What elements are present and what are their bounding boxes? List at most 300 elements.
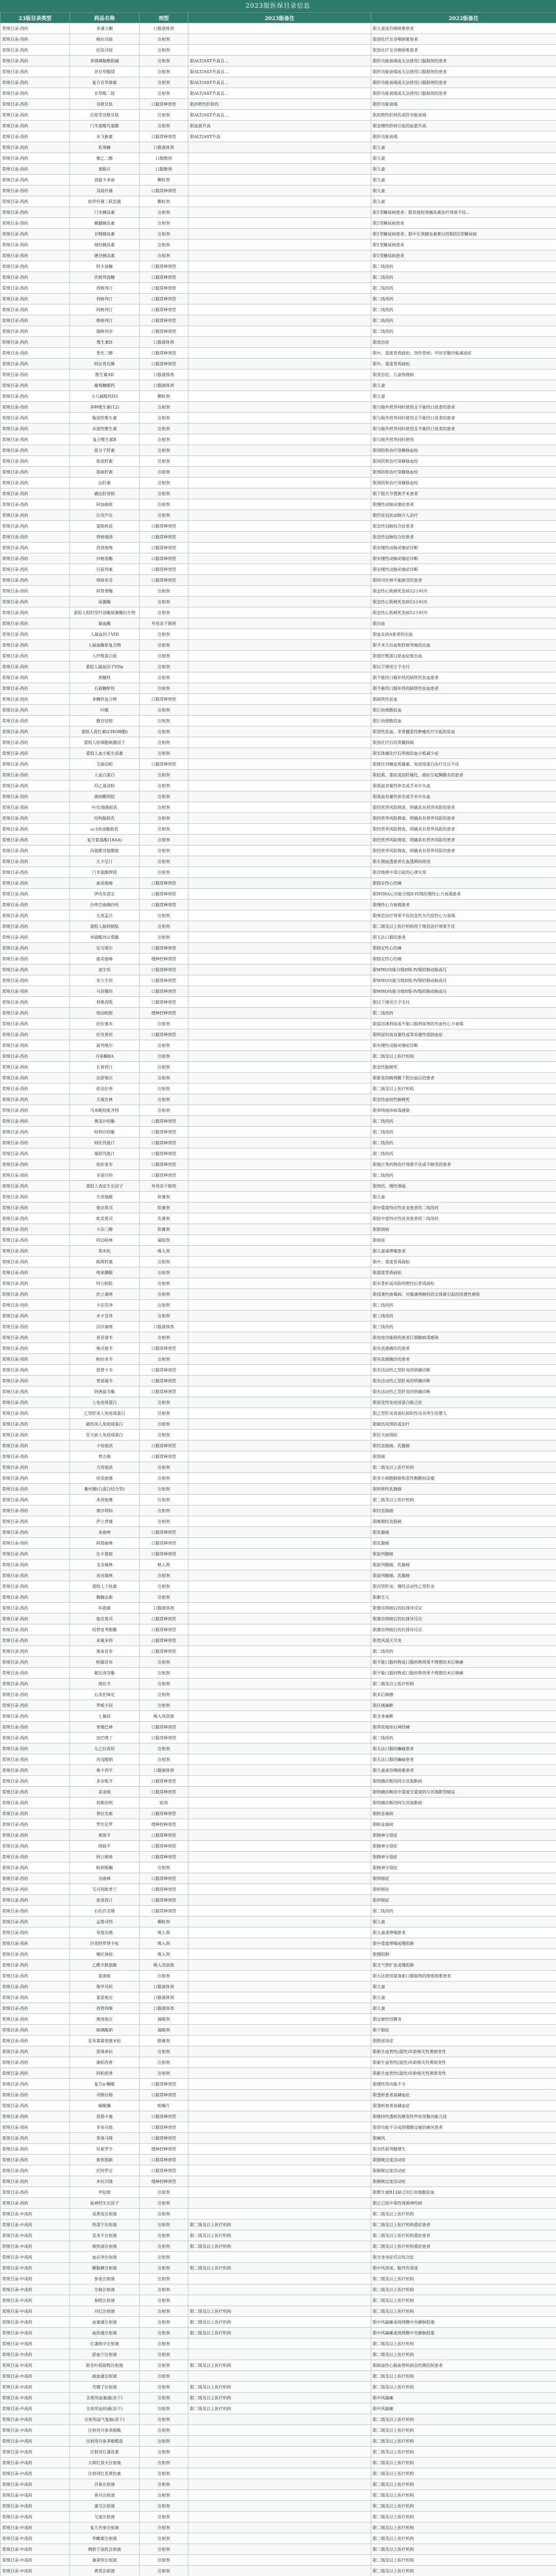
cell-drug-name[interactable]: 蔗糖铁 bbox=[70, 672, 140, 683]
cell-2023-note[interactable] bbox=[188, 986, 371, 997]
cell-2022-note[interactable]: 限有骨折高风险的绝经后骨质疏松 bbox=[371, 1278, 556, 1289]
cell-2023-note[interactable] bbox=[188, 1873, 371, 1884]
cell-2022-note[interactable]: 限二线用药 bbox=[371, 315, 556, 326]
cell-2022-note[interactable]: 限肝功能衰竭或无法使用口服制剂的患者 bbox=[371, 77, 556, 88]
cell-2022-note[interactable]: 限全身麻醉 bbox=[371, 1711, 556, 1722]
cell-type[interactable]: 常规目录-西药 bbox=[1, 2003, 70, 2014]
cell-2022-note[interactable]: 限儿童或哮喘患者 bbox=[371, 1246, 556, 1257]
cell-2022-note[interactable]: 限WHO功能分级II级-IV级的肺动脉高压 bbox=[371, 964, 556, 975]
cell-2022-note[interactable]: 限中风偏瘫或视网膜中央静脉阻塞 bbox=[371, 2317, 556, 2328]
cell-2022-note[interactable]: 限不能经口服补铁的缺铁性贫血患者 bbox=[371, 683, 556, 694]
cell-dosage-form[interactable]: 口服常释剂型 bbox=[140, 900, 188, 910]
cell-type[interactable]: 常规目录-西药 bbox=[1, 1289, 70, 1300]
cell-2022-note[interactable]: 限肾性贫血、非骨髓恶性肿瘤化疗引起的贫血 bbox=[371, 726, 556, 737]
cell-drug-name[interactable]: 西格列汀 bbox=[70, 283, 140, 294]
cell-drug-name[interactable]: 贝前列素 bbox=[70, 564, 140, 575]
cell-2022-note[interactable]: 限原发性免疫球蛋白缺乏症 bbox=[371, 1397, 556, 1408]
cell-drug-name[interactable]: 左卡尼汀 bbox=[70, 856, 140, 867]
cell-dosage-form[interactable]: 口服常释剂型 bbox=[140, 283, 188, 294]
cell-2023-note[interactable] bbox=[188, 1852, 371, 1862]
cell-dosage-form[interactable]: 注射剂 bbox=[140, 2230, 188, 2241]
cell-drug-name[interactable]: 马昔腾坦 bbox=[70, 986, 140, 997]
cell-2023-note[interactable] bbox=[188, 1289, 371, 1300]
cell-dosage-form[interactable]: 软膏剂 bbox=[140, 1224, 188, 1235]
cell-type[interactable]: 常规目录-西药 bbox=[1, 1624, 70, 1635]
cell-type[interactable]: 常规目录-西药 bbox=[1, 2079, 70, 2090]
cell-type[interactable]: 常规目录-西药 bbox=[1, 1906, 70, 1917]
cell-dosage-form[interactable]: 吸入用溶液 bbox=[140, 1711, 188, 1722]
cell-drug-name[interactable]: 奥美沙坦酯 bbox=[70, 1116, 140, 1127]
cell-drug-name[interactable]: 华蟾素注射液 bbox=[70, 2533, 140, 2544]
cell-2022-note[interactable]: 限二级及以上医疗机构用于规范治疗效果不佳 bbox=[371, 921, 556, 932]
cell-2023-note[interactable] bbox=[188, 791, 371, 802]
cell-dosage-form[interactable]: 注射剂 bbox=[140, 499, 188, 510]
cell-dosage-form[interactable]: 缓释控释剂型 bbox=[140, 1008, 188, 1019]
cell-dosage-form[interactable]: 注射剂 bbox=[140, 2360, 188, 2371]
cell-2022-note[interactable]: 限有活动性乙型肝炎的明确诊断 bbox=[371, 1376, 556, 1386]
cell-drug-name[interactable]: 托伐普坦 bbox=[70, 1029, 140, 1040]
cell-dosage-form[interactable]: 注射剂 bbox=[140, 910, 188, 921]
cell-2022-note[interactable]: 限新生血管性(湿性)年龄相关性黄斑变性 bbox=[371, 2068, 556, 2079]
cell-2022-note[interactable]: 限明确诊断的阿尔茨海默病 bbox=[371, 1798, 556, 1808]
cell-type[interactable]: 常规目录-西药 bbox=[1, 207, 70, 218]
cell-2023-note[interactable] bbox=[188, 532, 371, 543]
cell-drug-name[interactable]: 前列地尔 bbox=[70, 1040, 140, 1051]
cell-2022-note[interactable]: 限二级及以上医疗机构 bbox=[371, 2371, 556, 2382]
cell-type[interactable]: 常规目录-西药 bbox=[1, 856, 70, 867]
cell-type[interactable]: 常规目录-中成药 bbox=[1, 2317, 70, 2328]
cell-drug-name[interactable]: 阿格列汀 bbox=[70, 304, 140, 315]
cell-type[interactable]: 常规目录-西药 bbox=[1, 1083, 70, 1094]
cell-2023-note[interactable]: 限ALT/AST升高且... bbox=[188, 77, 371, 88]
cell-2023-note[interactable] bbox=[188, 2479, 371, 2490]
cell-drug-name[interactable]: 阿那曲唑 bbox=[70, 1538, 140, 1549]
cell-drug-name[interactable]: 葡萄糖酸钙 bbox=[70, 380, 140, 391]
cell-drug-name[interactable]: 伊伐布雷定 bbox=[70, 889, 140, 900]
cell-2023-note[interactable] bbox=[188, 683, 371, 694]
cell-2022-note[interactable]: 限二线用药 bbox=[371, 304, 556, 315]
cell-2023-note[interactable] bbox=[188, 250, 371, 261]
cell-2023-note[interactable] bbox=[188, 2133, 371, 2144]
cell-2023-note[interactable] bbox=[188, 1451, 371, 1462]
cell-drug-name[interactable]: 狂犬病人免疫球蛋白 bbox=[70, 1430, 140, 1440]
cell-type[interactable]: 常规目录-西药 bbox=[1, 532, 70, 543]
cell-2023-note[interactable] bbox=[188, 456, 371, 467]
cell-dosage-form[interactable]: 注射剂 bbox=[140, 1408, 188, 1419]
cell-2022-note[interactable]: 限肝功能衰竭或无法使用口服制剂的患者 bbox=[371, 66, 556, 77]
cell-2023-note[interactable] bbox=[188, 272, 371, 283]
cell-dosage-form[interactable]: 吸入剂 bbox=[140, 1949, 188, 1960]
cell-2023-note[interactable]: 限ALT/AST升高 bbox=[188, 131, 371, 142]
cell-type[interactable]: 常规目录-西药 bbox=[1, 1386, 70, 1397]
cell-type[interactable]: 常规目录-西药 bbox=[1, 261, 70, 272]
cell-type[interactable]: 常规目录-西药 bbox=[1, 694, 70, 705]
cell-drug-name[interactable]: 恩替卡韦 bbox=[70, 1365, 140, 1376]
cell-type[interactable]: 常规目录-西药 bbox=[1, 1505, 70, 1516]
cell-2022-note[interactable]: 限明确诊断的中重度至重度阿尔茨海默型痴呆 bbox=[371, 1787, 556, 1798]
cell-dosage-form[interactable]: 注射剂 bbox=[140, 402, 188, 413]
cell-2022-note[interactable]: 限二级及以上医疗机构 bbox=[371, 2544, 556, 2555]
cell-drug-name[interactable]: 苦碟子注射液 bbox=[70, 2382, 140, 2393]
cell-drug-name[interactable]: 奥沙利铂 bbox=[70, 1505, 140, 1516]
cell-drug-name[interactable]: 多种维生素(12) bbox=[70, 402, 140, 413]
cell-2022-note[interactable]: 限膀胱过度活动症 bbox=[371, 2155, 556, 2165]
cell-type[interactable]: 常规目录-西药 bbox=[1, 1040, 70, 1051]
cell-2023-note[interactable]: 限二级及以上医疗机构 bbox=[188, 2403, 371, 2414]
cell-drug-name[interactable]: 喜炎平注射液 bbox=[70, 2230, 140, 2241]
cell-2022-note[interactable]: 限以下情况方予支付 bbox=[371, 997, 556, 1008]
cell-2022-note[interactable]: 限二线用药 bbox=[371, 1008, 556, 1019]
cell-2022-note[interactable]: 限急性冠脉综合征患者 bbox=[371, 532, 556, 543]
cell-type[interactable]: 常规目录-西药 bbox=[1, 1267, 70, 1278]
cell-2023-note[interactable] bbox=[188, 651, 371, 662]
cell-2022-note[interactable]: 限预防和治疗深静脉血栓 bbox=[371, 467, 556, 478]
cell-2022-note[interactable]: 限肾功能不全或别嘌醇过敏的痛风患者 bbox=[371, 2122, 556, 2133]
cell-2022-note[interactable]: 限狂犬病预防 bbox=[371, 1430, 556, 1440]
cell-type[interactable]: 常规目录-西药 bbox=[1, 781, 70, 791]
cell-drug-name[interactable]: 单硝酸异山梨酯 bbox=[70, 932, 140, 943]
cell-dosage-form[interactable]: 口服常释剂型 bbox=[140, 1527, 188, 1538]
cell-2023-note[interactable] bbox=[188, 716, 371, 726]
cell-2023-note[interactable] bbox=[188, 478, 371, 488]
cell-dosage-form[interactable]: 口服常释剂型 bbox=[140, 1148, 188, 1159]
cell-drug-name[interactable]: 沙格雷酯 bbox=[70, 553, 140, 564]
cell-2023-note[interactable] bbox=[188, 1430, 371, 1440]
cell-dosage-form[interactable]: 口服常释剂型 bbox=[140, 2165, 188, 2176]
cell-type[interactable]: 常规目录-西药 bbox=[1, 716, 70, 726]
cell-type[interactable]: 常规目录-西药 bbox=[1, 943, 70, 954]
cell-2023-note[interactable] bbox=[188, 2090, 371, 2100]
cell-dosage-form[interactable]: 口服常释剂型 bbox=[140, 1029, 188, 1040]
cell-2023-note[interactable] bbox=[188, 586, 371, 597]
cell-dosage-form[interactable]: 注射剂 bbox=[140, 726, 188, 737]
cell-dosage-form[interactable]: 注射剂 bbox=[140, 2501, 188, 2512]
cell-drug-name[interactable]: 比卡鲁胺 bbox=[70, 1549, 140, 1560]
cell-dosage-form[interactable]: 口服常释剂型 bbox=[140, 272, 188, 283]
cell-type[interactable]: 常规目录-西药 bbox=[1, 824, 70, 835]
cell-drug-name[interactable]: 腺苷钴胺 bbox=[70, 716, 140, 726]
cell-2023-note[interactable] bbox=[188, 1062, 371, 1073]
cell-2023-note[interactable] bbox=[188, 337, 371, 348]
cell-dosage-form[interactable]: 注射剂 bbox=[140, 2522, 188, 2533]
cell-drug-name[interactable]: 苯溴马隆 bbox=[70, 2133, 140, 2144]
cell-drug-name[interactable]: 吡美莫司 bbox=[70, 1213, 140, 1224]
cell-dosage-form[interactable]: 口服常释剂型 bbox=[140, 315, 188, 326]
cell-type[interactable]: 常规目录-西药 bbox=[1, 121, 70, 131]
cell-dosage-form[interactable]: 口服常释剂型 bbox=[140, 131, 188, 142]
cell-dosage-form[interactable]: 口服常释剂型 bbox=[140, 1376, 188, 1386]
cell-drug-name[interactable]: 参麦注射液 bbox=[70, 2274, 140, 2284]
cell-dosage-form[interactable]: 注射剂 bbox=[140, 413, 188, 423]
cell-2023-note[interactable] bbox=[188, 1917, 371, 1927]
cell-type[interactable]: 常规目录-中成药 bbox=[1, 2371, 70, 2382]
cell-drug-name[interactable]: 乳果糖 bbox=[70, 142, 140, 153]
cell-type[interactable]: 常规目录-西药 bbox=[1, 467, 70, 478]
cell-2022-note[interactable]: 限二线用药 bbox=[371, 1170, 556, 1181]
cell-type[interactable]: 常规目录-西药 bbox=[1, 1376, 70, 1386]
cell-2022-note[interactable]: 限新发的蛛网膜下腔出血后的患者 bbox=[371, 1073, 556, 1083]
cell-2022-note[interactable]: 限无法口服的患者 bbox=[371, 932, 556, 943]
cell-2023-note[interactable] bbox=[188, 423, 371, 434]
cell-drug-name[interactable]: 奥氮平 bbox=[70, 1830, 140, 1841]
cell-2022-note[interactable]: 限二级及以上医疗机构 bbox=[371, 2436, 556, 2447]
cell-2022-note[interactable]: 限洋地黄中毒引起的心律失常 bbox=[371, 867, 556, 878]
cell-drug-name[interactable]: 注射用丹参多酚酸 bbox=[70, 2425, 140, 2436]
cell-2022-note[interactable]: 限儿童 bbox=[371, 153, 556, 164]
cell-2022-note[interactable]: 限放化疗且吞咽困难患者 bbox=[371, 45, 556, 56]
cell-dosage-form[interactable]: 注射剂 bbox=[140, 445, 188, 456]
cell-2023-note[interactable] bbox=[188, 2544, 371, 2555]
cell-type[interactable]: 常规目录-西药 bbox=[1, 413, 70, 423]
cell-2022-note[interactable]: 限二级及以上医疗机构 bbox=[371, 2274, 556, 2284]
cell-2022-note[interactable]: 限乳腺癌 bbox=[371, 1527, 556, 1538]
cell-dosage-form[interactable]: 注射剂 bbox=[140, 813, 188, 824]
cell-dosage-form[interactable]: 注射剂 bbox=[140, 672, 188, 683]
cell-2022-note[interactable]: 限儿童或哮喘患者 bbox=[371, 1927, 556, 1938]
cell-2023-note[interactable] bbox=[188, 737, 371, 748]
cell-drug-name[interactable]: 右佐匹克隆 bbox=[70, 1906, 140, 1917]
cell-dosage-form[interactable]: 口服常释剂型 bbox=[140, 694, 188, 705]
cell-2023-note[interactable] bbox=[188, 1819, 371, 1830]
cell-2023-note[interactable] bbox=[188, 618, 371, 629]
cell-2023-note[interactable] bbox=[188, 1138, 371, 1148]
cell-type[interactable]: 常规目录-西药 bbox=[1, 1257, 70, 1267]
cell-2023-note[interactable] bbox=[188, 1181, 371, 1192]
cell-drug-name[interactable]: 替诺福韦 bbox=[70, 1376, 140, 1386]
cell-type[interactable]: 常规目录-中成药 bbox=[1, 2295, 70, 2306]
cell-drug-name[interactable]: 甘精胰岛素 bbox=[70, 229, 140, 240]
cell-drug-name[interactable]: 复方苦参注射液 bbox=[70, 2522, 140, 2533]
cell-dosage-form[interactable]: 注射剂 bbox=[140, 1700, 188, 1711]
cell-dosage-form[interactable]: 颗粒剂 bbox=[140, 196, 188, 207]
cell-drug-name[interactable]: 格拉司琼 bbox=[70, 34, 140, 45]
cell-dosage-form[interactable]: 注射剂 bbox=[140, 1430, 188, 1440]
cell-dosage-form[interactable]: 注射剂 bbox=[140, 423, 188, 434]
cell-2023-note[interactable] bbox=[188, 348, 371, 359]
cell-2022-note[interactable]: 限痛风 bbox=[371, 2133, 556, 2144]
cell-type[interactable]: 常规目录-西药 bbox=[1, 99, 70, 110]
cell-2022-note[interactable]: 限二级及以上医疗机构 bbox=[371, 2490, 556, 2501]
cell-drug-name[interactable]: 帕瑞昔布 bbox=[70, 1657, 140, 1668]
cell-2022-note[interactable]: 限儿童 bbox=[371, 185, 556, 196]
cell-drug-name[interactable]: 喹硫平 bbox=[70, 1841, 140, 1852]
cell-2022-note[interactable]: 限儿童 bbox=[371, 2003, 556, 2014]
cell-2022-note[interactable]: 限透析患者高磷血症 bbox=[371, 2100, 556, 2111]
cell-dosage-form[interactable]: 口服常释剂型 bbox=[140, 1538, 188, 1549]
cell-2023-note[interactable] bbox=[188, 2100, 371, 2111]
cell-dosage-form[interactable]: 口服常释剂型 bbox=[140, 1646, 188, 1657]
cell-2023-note[interactable]: 限二级及以上医疗机构 bbox=[188, 2360, 371, 2371]
cell-2023-note[interactable] bbox=[188, 705, 371, 716]
cell-dosage-form[interactable]: 口服常释剂型 bbox=[140, 1906, 188, 1917]
cell-type[interactable]: 常规目录-西药 bbox=[1, 770, 70, 781]
cell-2022-note[interactable]: 限结直肠癌、乳腺癌 bbox=[371, 1440, 556, 1451]
cell-drug-name[interactable]: 重组人组织型纤溶酶原激酶衍生物 bbox=[70, 607, 140, 618]
cell-type[interactable]: 常规目录-中成药 bbox=[1, 2393, 70, 2403]
cell-dosage-form[interactable]: 注射剂 bbox=[140, 791, 188, 802]
cell-2022-note[interactable]: 限新生血管性(湿性)年龄相关性黄斑变性 bbox=[371, 2057, 556, 2068]
cell-2023-note[interactable]: 限ALT/AST升高且... bbox=[188, 56, 371, 66]
cell-drug-name[interactable]: 波生坦 bbox=[70, 964, 140, 975]
cell-2022-note[interactable]: 限三线用药 bbox=[371, 1311, 556, 1321]
cell-type[interactable]: 常规目录-西药 bbox=[1, 683, 70, 694]
cell-dosage-form[interactable]: 口服常释剂型 bbox=[140, 943, 188, 954]
cell-drug-name[interactable]: 普拉克索 bbox=[70, 1808, 140, 1819]
cell-dosage-form[interactable]: 注射剂 bbox=[140, 1657, 188, 1668]
cell-type[interactable]: 常规目录-西药 bbox=[1, 1300, 70, 1311]
cell-drug-name[interactable]: 阿替普酶 bbox=[70, 586, 140, 597]
cell-dosage-form[interactable]: 口服液体剂 bbox=[140, 337, 188, 348]
cell-dosage-form[interactable]: 注射剂 bbox=[140, 835, 188, 845]
cell-2022-note[interactable]: 限前列腺癌、乳腺癌 bbox=[371, 1570, 556, 1581]
cell-2022-note[interactable]: 限手术大出血和肝病导致的出血 bbox=[371, 640, 556, 651]
cell-dosage-form[interactable]: 注射剂 bbox=[140, 2187, 188, 2198]
cell-2022-note[interactable]: 限二级及以上医疗机构 bbox=[371, 1462, 556, 1473]
cell-drug-name[interactable]: 血栓通注射液 bbox=[70, 2328, 140, 2338]
cell-drug-name[interactable]: 丹红注射液 bbox=[70, 2306, 140, 2317]
cell-type[interactable]: 常规目录-西药 bbox=[1, 1938, 70, 1949]
cell-drug-name[interactable]: 低分子肝素 bbox=[70, 445, 140, 456]
cell-drug-name[interactable]: 培美曲塞 bbox=[70, 1473, 140, 1484]
cell-dosage-form[interactable]: 口服常释剂型 bbox=[140, 1440, 188, 1451]
cell-type[interactable]: 常规目录-西药 bbox=[1, 1830, 70, 1841]
cell-drug-name[interactable]: 阿达帕林 bbox=[70, 1235, 140, 1246]
cell-2022-note[interactable]: 限有流感确诊的患者 bbox=[371, 1354, 556, 1365]
cell-2023-note[interactable] bbox=[188, 2209, 371, 2219]
cell-type[interactable]: 常规目录-西药 bbox=[1, 2198, 70, 2209]
cell-dosage-form[interactable]: 注射剂 bbox=[140, 1679, 188, 1689]
cell-2023-note[interactable] bbox=[188, 1776, 371, 1787]
cell-2023-note[interactable] bbox=[188, 240, 371, 250]
cell-2023-note[interactable]: 限二级及以上医疗机构 bbox=[188, 2230, 371, 2241]
cell-2022-note[interactable]: 限明确诊断的阿尔茨海默病 bbox=[371, 1776, 556, 1787]
cell-type[interactable]: 常规目录-中成药 bbox=[1, 2555, 70, 2566]
cell-drug-name[interactable]: 重组人脑利钠肽 bbox=[70, 921, 140, 932]
cell-type[interactable]: 常规目录-西药 bbox=[1, 932, 70, 943]
cell-2022-note[interactable]: 限二线用药 bbox=[371, 326, 556, 337]
cell-drug-name[interactable]: 环孢素 bbox=[70, 1603, 140, 1614]
cell-dosage-form[interactable]: 注射剂 bbox=[140, 662, 188, 672]
cell-2023-note[interactable] bbox=[188, 1354, 371, 1365]
cell-dosage-form[interactable]: 口服常释剂型 bbox=[140, 2111, 188, 2122]
cell-2022-note[interactable]: 限二线用药 bbox=[371, 294, 556, 304]
cell-2022-note[interactable]: 限肝功能衰竭 bbox=[371, 99, 556, 110]
cell-drug-name[interactable]: 参附注射液 bbox=[70, 2295, 140, 2306]
cell-drug-name[interactable]: 亮丙瑞林 bbox=[70, 1570, 140, 1581]
cell-2022-note[interactable]: 限透析患者高磷血症 bbox=[371, 2090, 556, 2100]
cell-drug-name[interactable]: 鲑降钙素 bbox=[70, 1257, 140, 1267]
cell-type[interactable]: 常规目录-中成药 bbox=[1, 2252, 70, 2263]
cell-type[interactable]: 常规目录-西药 bbox=[1, 369, 70, 380]
cell-drug-name[interactable]: 门冬氨酸钾镁 bbox=[70, 867, 140, 878]
cell-2022-note[interactable]: 限儿童 bbox=[371, 1192, 556, 1202]
cell-2023-note[interactable] bbox=[188, 153, 371, 164]
cell-2022-note[interactable]: 限抑郁症 bbox=[371, 1873, 556, 1884]
cell-drug-name[interactable]: 索利那新 bbox=[70, 2155, 140, 2165]
cell-2023-note[interactable] bbox=[188, 1527, 371, 1538]
cell-2022-note[interactable]: 限二级及以上医疗机构 bbox=[371, 2338, 556, 2349]
cell-type[interactable]: 常规目录-西药 bbox=[1, 1538, 70, 1549]
cell-type[interactable]: 常规目录-西药 bbox=[1, 597, 70, 607]
cell-drug-name[interactable]: 康柏西普 bbox=[70, 2057, 140, 2068]
cell-type[interactable]: 常规目录-西药 bbox=[1, 2133, 70, 2144]
cell-dosage-form[interactable]: 注射剂 bbox=[140, 2349, 188, 2360]
cell-2023-note[interactable] bbox=[188, 34, 371, 45]
cell-2022-note[interactable]: 限出血 bbox=[371, 618, 556, 629]
cell-type[interactable]: 常规目录-西药 bbox=[1, 1992, 70, 2003]
cell-dosage-form[interactable]: 口服常释剂型 bbox=[140, 1733, 188, 1743]
cell-2023-note[interactable] bbox=[188, 1722, 371, 1733]
cell-dosage-form[interactable]: 注射剂 bbox=[140, 1689, 188, 1700]
cell-2022-note[interactable]: 限慢性肾功能不全 bbox=[371, 2079, 556, 2090]
cell-dosage-form[interactable]: 颗粒剂 bbox=[140, 391, 188, 402]
cell-type[interactable]: 常规目录-西药 bbox=[1, 2144, 70, 2155]
cell-2022-note[interactable]: 限维持性透析的继发性甲状旁腺功能亢进 bbox=[371, 2111, 556, 2122]
cell-type[interactable]: 常规目录-西药 bbox=[1, 1884, 70, 1895]
cell-drug-name[interactable]: 人凝血酶原复合物 bbox=[70, 640, 140, 651]
cell-2023-note[interactable] bbox=[188, 1646, 371, 1657]
cell-dosage-form[interactable]: 外用冻干制剂 bbox=[140, 618, 188, 629]
cell-type[interactable]: 常规目录-中成药 bbox=[1, 2209, 70, 2219]
cell-2022-note[interactable]: 限经皮冠状动脉介入治疗 bbox=[371, 510, 556, 521]
cell-2023-note[interactable] bbox=[188, 488, 371, 499]
cell-type[interactable]: 常规目录-中成药 bbox=[1, 2522, 70, 2533]
cell-type[interactable]: 常规目录-西药 bbox=[1, 1549, 70, 1560]
cell-dosage-form[interactable]: 注射剂 bbox=[140, 716, 188, 726]
cell-2022-note[interactable]: 限WHO功能分级II级-IV级的肺动脉高压 bbox=[371, 986, 556, 997]
cell-2022-note[interactable]: 限无法口服的癫痫患者 bbox=[371, 1754, 556, 1765]
cell-dosage-form[interactable]: 注射剂 bbox=[140, 2533, 188, 2544]
cell-2022-note[interactable]: 限二级及以上医疗机构 bbox=[371, 1083, 556, 1094]
cell-2023-note[interactable]: 限二级及以上医疗机构 bbox=[188, 2306, 371, 2317]
cell-type[interactable]: 常规目录-西药 bbox=[1, 66, 70, 77]
cell-type[interactable]: 常规目录-西药 bbox=[1, 1116, 70, 1127]
cell-type[interactable]: 常规目录-西药 bbox=[1, 1668, 70, 1679]
cell-2022-note[interactable]: 限中风偏瘫 bbox=[371, 2393, 556, 2403]
cell-dosage-form[interactable]: 口服常释剂型 bbox=[140, 521, 188, 532]
cell-drug-name[interactable]: 非诺贝特 bbox=[70, 1170, 140, 1181]
cell-type[interactable]: 常规目录-中成药 bbox=[1, 2230, 70, 2241]
cell-2022-note[interactable]: 限二级及以上医疗机构 bbox=[371, 2284, 556, 2295]
cell-drug-name[interactable]: 门冬氨酸鸟氨酸 bbox=[70, 121, 140, 131]
cell-type[interactable]: 常规目录-西药 bbox=[1, 510, 70, 521]
cell-2022-note[interactable]: 限前列腺癌、乳腺癌 bbox=[371, 1560, 556, 1570]
cell-2022-note[interactable]: 限器官移植后的抗排异反应 bbox=[371, 1624, 556, 1635]
cell-2023-note[interactable]: 限二级及以上医疗机构 bbox=[188, 2382, 371, 2393]
cell-type[interactable]: 常规目录-西药 bbox=[1, 1343, 70, 1354]
cell-dosage-form[interactable]: 注射剂 bbox=[140, 2338, 188, 2349]
cell-type[interactable]: 常规目录-西药 bbox=[1, 283, 70, 294]
cell-2023-note[interactable] bbox=[188, 672, 371, 683]
cell-type[interactable]: 常规目录-西药 bbox=[1, 175, 70, 185]
cell-type[interactable]: 常规目录-西药 bbox=[1, 1711, 70, 1722]
cell-2022-note[interactable]: 限夜盲症、儿童佝偻病 bbox=[371, 369, 556, 380]
cell-2023-note[interactable] bbox=[188, 2122, 371, 2133]
cell-2022-note[interactable]: 限儿童或吞咽困难患者 bbox=[371, 23, 556, 34]
cell-2022-note[interactable]: 限眼部炎症 bbox=[371, 2036, 556, 2046]
cell-dosage-form[interactable]: 注射剂 bbox=[140, 1300, 188, 1311]
cell-2022-note[interactable]: 限抑郁症 bbox=[371, 1895, 556, 1906]
cell-2023-note[interactable] bbox=[188, 2198, 371, 2209]
cell-drug-name[interactable]: 复合维生素B bbox=[70, 434, 140, 445]
cell-dosage-form[interactable]: 口服常释剂型 bbox=[140, 889, 188, 900]
cell-2023-note[interactable] bbox=[188, 304, 371, 315]
cell-2022-note[interactable]: 限二级及以上医疗机构 bbox=[371, 2458, 556, 2468]
cell-2022-note[interactable]: 限免疫功能损伤患者巨细胞病毒感染 bbox=[371, 1332, 556, 1343]
cell-dosage-form[interactable]: 注射剂 bbox=[140, 2198, 188, 2209]
cell-type[interactable]: 常规目录-西药 bbox=[1, 1852, 70, 1862]
cell-2022-note[interactable]: 限NYHA心功能分级II-IV级的慢性心力衰竭患者 bbox=[371, 889, 556, 900]
